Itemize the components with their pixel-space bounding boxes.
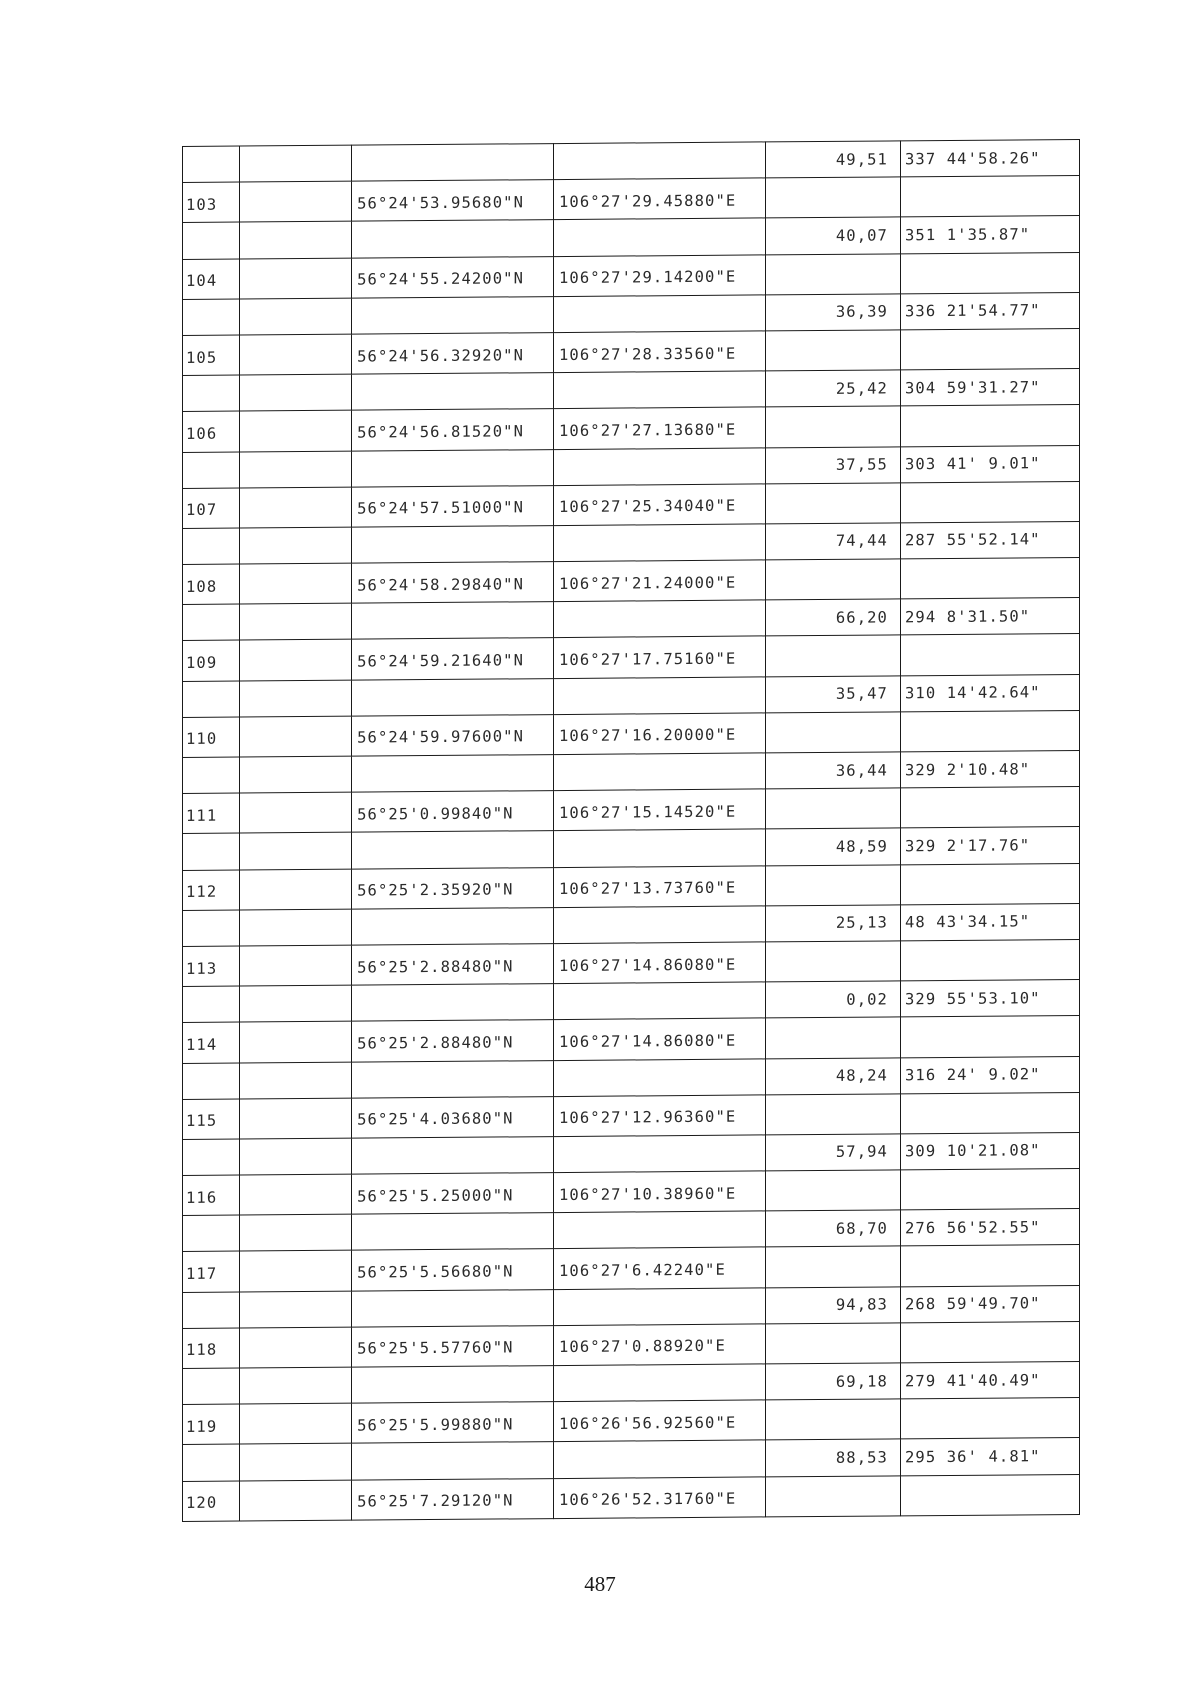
longitude-cell <box>554 142 766 180</box>
point-number-cell: 110 <box>183 717 240 758</box>
distance-cell <box>765 483 900 524</box>
empty-cell <box>239 909 351 946</box>
latitude-cell <box>352 602 554 640</box>
point-row <box>183 176 1080 223</box>
direction-angle-cell <box>901 1169 1080 1211</box>
point-number-cell: 116 <box>183 1175 240 1216</box>
point-number-cell: 104 <box>183 259 240 300</box>
longitude-cell: 106°27'10.38960"E <box>554 1171 766 1213</box>
point-row <box>183 328 1080 375</box>
latitude-cell <box>352 296 554 334</box>
empty-cell <box>239 1174 351 1215</box>
distance-cell: 88,53 <box>765 1439 900 1476</box>
direction-angle-cell <box>901 863 1080 905</box>
point-number-cell: 111 <box>183 793 240 834</box>
point-number-cell: 108 <box>183 564 240 605</box>
empty-cell <box>239 1291 351 1328</box>
point-row <box>183 252 1080 299</box>
distance-cell <box>765 788 900 829</box>
direction-angle-cell <box>901 1398 1080 1440</box>
point-number-cell <box>183 528 240 565</box>
direction-angle-cell: 295 36' 4.81" <box>901 1438 1080 1476</box>
empty-cell <box>239 792 351 833</box>
empty-cell <box>239 756 351 793</box>
direction-angle-cell: 351 1'35.87" <box>901 216 1080 254</box>
longitude-cell <box>554 677 766 715</box>
distance-cell: 68,70 <box>765 1210 900 1247</box>
distance-cell <box>765 253 900 294</box>
distance-cell: 40,07 <box>765 217 900 254</box>
point-number-cell: 118 <box>183 1328 240 1369</box>
latitude-cell: 56°25'5.57760"N <box>352 1325 554 1367</box>
distance-cell <box>765 712 900 753</box>
point-number-cell <box>183 375 240 412</box>
direction-angle-cell: 287 55'52.14" <box>901 521 1080 559</box>
latitude-cell: 56°25'2.88480"N <box>352 1020 554 1062</box>
longitude-cell: 106°27'29.14200"E <box>554 254 766 296</box>
point-number-cell: 107 <box>183 488 240 529</box>
latitude-cell <box>352 1213 554 1251</box>
direction-angle-cell <box>901 252 1080 294</box>
latitude-cell: 56°24'53.95680"N <box>352 180 554 222</box>
empty-cell <box>239 410 351 451</box>
empty-cell <box>239 145 351 182</box>
empty-cell <box>239 1138 351 1175</box>
latitude-cell <box>352 1289 554 1327</box>
distance-cell <box>765 1094 900 1135</box>
distance-cell: 36,44 <box>765 752 900 789</box>
point-row <box>183 1474 1080 1521</box>
longitude-cell <box>554 447 766 485</box>
longitude-cell <box>554 1135 766 1173</box>
latitude-cell: 56°24'59.21640"N <box>352 638 554 680</box>
point-number-cell: 113 <box>183 946 240 987</box>
latitude-cell <box>352 220 554 258</box>
latitude-cell: 56°24'56.32920"N <box>352 333 554 375</box>
longitude-cell: 106°27'13.73760"E <box>554 865 766 907</box>
empty-cell <box>239 869 351 910</box>
point-number-cell: 115 <box>183 1099 240 1140</box>
distance-cell <box>765 1170 900 1211</box>
empty-cell <box>239 716 351 757</box>
latitude-cell <box>352 525 554 563</box>
longitude-cell <box>554 295 766 333</box>
empty-cell <box>239 298 351 335</box>
distance-cell: 94,83 <box>765 1286 900 1323</box>
latitude-cell: 56°25'2.88480"N <box>352 944 554 986</box>
distance-cell: 25,13 <box>765 905 900 942</box>
longitude-cell <box>554 753 766 791</box>
empty-cell <box>239 985 351 1022</box>
longitude-cell: 106°27'6.42240"E <box>554 1247 766 1289</box>
distance-cell <box>765 1323 900 1364</box>
direction-angle-cell <box>901 1092 1080 1134</box>
latitude-cell <box>352 1442 554 1480</box>
point-number-cell: 112 <box>183 870 240 911</box>
latitude-cell: 56°25'2.35920"N <box>352 867 554 909</box>
empty-cell <box>239 1062 351 1099</box>
point-row <box>183 1169 1080 1216</box>
direction-angle-cell <box>901 634 1080 676</box>
point-number-cell: 114 <box>183 1022 240 1063</box>
empty-cell <box>239 1444 351 1481</box>
latitude-cell <box>352 1366 554 1404</box>
point-number-cell <box>183 986 240 1023</box>
point-row <box>183 1245 1080 1292</box>
point-row <box>183 634 1080 681</box>
point-number-cell: 119 <box>183 1404 240 1445</box>
point-number-cell: 105 <box>183 335 240 376</box>
longitude-cell: 106°27'14.86080"E <box>554 1018 766 1060</box>
distance-cell <box>765 406 900 447</box>
empty-cell <box>239 1403 351 1444</box>
empty-cell <box>239 222 351 259</box>
point-row <box>183 787 1080 834</box>
direction-angle-cell <box>901 1245 1080 1287</box>
point-number-cell <box>183 1292 240 1329</box>
empty-cell <box>239 334 351 375</box>
point-number-cell: 106 <box>183 411 240 452</box>
latitude-cell: 56°25'5.99880"N <box>352 1402 554 1444</box>
longitude-cell <box>554 1288 766 1326</box>
direction-angle-cell: 304 59'31.27" <box>901 369 1080 407</box>
latitude-cell <box>352 678 554 716</box>
direction-angle-cell <box>901 405 1080 447</box>
direction-angle-cell: 276 56'52.55" <box>901 1209 1080 1247</box>
empty-cell <box>239 563 351 604</box>
point-number-cell <box>183 1215 240 1252</box>
point-number-cell: 117 <box>183 1251 240 1292</box>
distance-cell <box>765 559 900 600</box>
direction-angle-cell: 268 59'49.70" <box>901 1285 1080 1323</box>
point-row <box>183 558 1080 605</box>
latitude-cell: 56°24'59.97600"N <box>352 714 554 756</box>
longitude-cell: 106°27'15.14520"E <box>554 789 766 831</box>
coordinates-table <box>182 139 1080 1522</box>
distance-cell <box>765 1017 900 1058</box>
longitude-cell <box>554 1211 766 1249</box>
longitude-cell: 106°27'16.20000"E <box>554 713 766 755</box>
direction-angle-cell: 309 10'21.08" <box>901 1132 1080 1170</box>
distance-cell: 69,18 <box>765 1363 900 1400</box>
latitude-cell <box>352 144 554 182</box>
latitude-cell: 56°25'7.29120"N <box>352 1478 554 1520</box>
latitude-cell: 56°25'0.99840"N <box>352 791 554 833</box>
direction-angle-cell <box>901 481 1080 523</box>
longitude-cell <box>554 829 766 867</box>
latitude-cell <box>352 907 554 945</box>
point-number-cell <box>183 222 240 259</box>
point-row <box>183 710 1080 757</box>
distance-cell <box>765 177 900 218</box>
longitude-cell: 106°27'0.88920"E <box>554 1324 766 1366</box>
direction-angle-cell <box>901 1016 1080 1058</box>
latitude-cell <box>352 1136 554 1174</box>
direction-angle-cell: 329 2'17.76" <box>901 827 1080 865</box>
point-number-cell <box>183 1368 240 1405</box>
direction-angle-cell <box>901 558 1080 600</box>
point-number-cell <box>183 1444 240 1481</box>
latitude-cell: 56°24'57.51000"N <box>352 485 554 527</box>
longitude-cell <box>554 371 766 409</box>
distance-cell: 36,39 <box>765 294 900 331</box>
longitude-cell: 106°27'12.96360"E <box>554 1095 766 1137</box>
longitude-cell: 106°26'56.92560"E <box>554 1400 766 1442</box>
empty-cell <box>239 181 351 222</box>
distance-cell <box>765 864 900 905</box>
longitude-cell <box>554 600 766 638</box>
direction-angle-cell: 294 8'31.50" <box>901 598 1080 636</box>
longitude-cell: 106°27'27.13680"E <box>554 407 766 449</box>
point-number-cell <box>183 452 240 489</box>
empty-cell <box>239 487 351 528</box>
coordinates-table-body <box>183 139 1080 1521</box>
latitude-cell <box>352 831 554 869</box>
point-row <box>183 863 1080 910</box>
point-number-cell <box>183 604 240 641</box>
direction-angle-cell <box>901 176 1080 218</box>
latitude-cell: 56°24'58.29840"N <box>352 562 554 604</box>
direction-angle-cell: 48 43'34.15" <box>901 903 1080 941</box>
latitude-cell <box>352 755 554 793</box>
point-row <box>183 1016 1080 1063</box>
longitude-cell: 106°27'17.75160"E <box>554 636 766 678</box>
empty-cell <box>239 1021 351 1062</box>
point-number-cell: 103 <box>183 182 240 223</box>
longitude-cell: 106°26'52.31760"E <box>554 1476 766 1518</box>
direction-angle-cell <box>901 1474 1080 1516</box>
longitude-cell <box>554 218 766 256</box>
point-row <box>183 405 1080 452</box>
empty-cell <box>239 640 351 681</box>
distance-cell: 35,47 <box>765 675 900 712</box>
distance-cell: 48,59 <box>765 828 900 865</box>
latitude-cell <box>352 449 554 487</box>
direction-angle-cell: 310 14'42.64" <box>901 674 1080 712</box>
empty-cell <box>239 833 351 870</box>
distance-cell: 0,02 <box>765 981 900 1018</box>
empty-cell <box>239 945 351 986</box>
longitude-cell: 106°27'25.34040"E <box>554 484 766 526</box>
direction-angle-cell <box>901 328 1080 370</box>
page-number: 487 <box>584 1572 616 1596</box>
distance-cell: 49,51 <box>765 141 900 178</box>
distance-cell: 66,20 <box>765 599 900 636</box>
longitude-cell <box>554 982 766 1020</box>
point-number-cell <box>183 833 240 870</box>
point-row <box>183 939 1080 986</box>
direction-angle-cell: 337 44'58.26" <box>901 139 1080 177</box>
direction-angle-cell: 336 21'54.77" <box>901 292 1080 330</box>
latitude-cell: 56°25'4.03680"N <box>352 1096 554 1138</box>
point-number-cell <box>183 1063 240 1100</box>
direction-angle-cell: 316 24' 9.02" <box>901 1056 1080 1094</box>
point-number-cell <box>183 1139 240 1176</box>
distance-cell: 74,44 <box>765 523 900 560</box>
latitude-cell <box>352 1060 554 1098</box>
longitude-cell: 106°27'14.86080"E <box>554 942 766 984</box>
distance-cell <box>765 1399 900 1440</box>
distance-cell <box>765 635 900 676</box>
empty-cell <box>239 603 351 640</box>
distance-cell <box>765 941 900 982</box>
point-number-cell <box>183 299 240 336</box>
direction-angle-cell: 329 2'10.48" <box>901 750 1080 788</box>
point-row <box>183 1398 1080 1445</box>
direction-angle-cell <box>901 1321 1080 1363</box>
latitude-cell <box>352 373 554 411</box>
distance-cell <box>765 330 900 371</box>
point-row <box>183 1092 1080 1139</box>
latitude-cell: 56°25'5.25000"N <box>352 1173 554 1215</box>
empty-cell <box>239 258 351 299</box>
latitude-cell: 56°24'56.81520"N <box>352 409 554 451</box>
point-row <box>183 481 1080 528</box>
direction-angle-cell: 329 55'53.10" <box>901 980 1080 1018</box>
direction-angle-cell <box>901 939 1080 981</box>
longitude-cell: 106°27'21.24000"E <box>554 560 766 602</box>
distance-cell: 57,94 <box>765 1134 900 1171</box>
latitude-cell <box>352 984 554 1022</box>
direction-angle-cell: 303 41' 9.01" <box>901 445 1080 483</box>
longitude-cell <box>554 1364 766 1402</box>
longitude-cell: 106°27'28.33560"E <box>554 331 766 373</box>
point-row <box>183 1321 1080 1368</box>
empty-cell <box>239 1214 351 1251</box>
direction-angle-cell <box>901 787 1080 829</box>
distance-cell <box>765 1246 900 1287</box>
empty-cell <box>239 1327 351 1368</box>
point-number-cell <box>183 146 240 183</box>
point-number-cell <box>183 757 240 794</box>
latitude-cell: 56°24'55.24200"N <box>352 256 554 298</box>
longitude-cell <box>554 524 766 562</box>
direction-angle-cell <box>901 710 1080 752</box>
point-number-cell <box>183 910 240 947</box>
point-number-cell: 109 <box>183 640 240 681</box>
distance-cell: 37,55 <box>765 446 900 483</box>
empty-cell <box>239 451 351 488</box>
empty-cell <box>239 1480 351 1521</box>
longitude-cell <box>554 906 766 944</box>
distance-cell: 48,24 <box>765 1057 900 1094</box>
longitude-cell <box>554 1058 766 1096</box>
empty-cell <box>239 680 351 717</box>
direction-angle-cell: 279 41'40.49" <box>901 1361 1080 1399</box>
distance-cell <box>765 1475 900 1516</box>
longitude-cell: 106°27'29.45880"E <box>554 178 766 220</box>
point-number-cell: 120 <box>183 1481 240 1522</box>
point-number-cell <box>183 681 240 718</box>
latitude-cell: 56°25'5.56680"N <box>352 1249 554 1291</box>
empty-cell <box>239 527 351 564</box>
empty-cell <box>239 1251 351 1292</box>
empty-cell <box>239 374 351 411</box>
longitude-cell <box>554 1440 766 1478</box>
empty-cell <box>239 1367 351 1404</box>
empty-cell <box>239 1098 351 1139</box>
distance-cell: 25,42 <box>765 370 900 407</box>
